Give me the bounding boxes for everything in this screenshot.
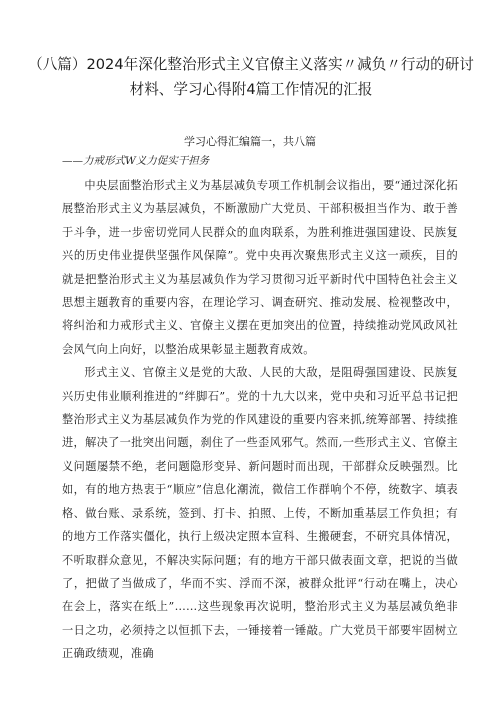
subheading: ——力戒形式W义力促实干担务 bbox=[62, 155, 210, 167]
document-body bbox=[62, 174, 458, 666]
section-heading: 学习心得汇编篇一，共八篇 bbox=[184, 135, 316, 148]
paragraph: 中央层面整治形式主义为基层减负专项工作机制会议指出，要“通过深化拓展整治形式主义为基层减负，不断激励广大党员、干部积极担当作为、敢于善于斗争，进一步密切党同人民群众的血肉联系，为胜利推进强国建设、民族复兴的历史伟业提供坚强作风保障”。党中央再次聚焦形式主义这一顽疾，目的就是把整治形式主义为基层减负作为学习贯彻习近平新时代中国特色社会主义思想主题教育的重要内容，在理论学习、调查研究、推动发展、检视整改中，将纠治和力戒形式主义、官僚主义摆在更加突出的位置，持续推动党风政风社会风气向上向好，以整治成果彰显主题教育成效。 bbox=[62, 179, 459, 356]
paragraph: 形式主义、官僚主义是党的大敌、人民的大敌，是阻碍强国建设、民族复兴历史伟业顺利推进的“绊脚石”。党的十九大以来，党中央和习近平总书记把整治形式主义为基层减负作为党的作风建设的重要内容来抓,统筹部署、持续推进，解决了一批突出问题，刹住了一些歪风邪气。然而,一些形式主义、官僚主义问题屡禁不绝，老问题隐形变异、新问题时而出现，干部群众反映强烈。比如，有的地方热衷于“顺应”信息化潮流，微信工作群响个不停，统数字、填表格、做台账、录系统，签到、打卡、拍照、上传，不断加重基层工作负担；有的地方工作落实僵化，执行上级决定照本宣科、生搬硬套，不研究具体情况，不听取群众意见，不解决实际问题；有的地方干部只做表面文章，把说的当做了，把做了当做成了，华而不实、浮而不深，被群众批评“行动在嘴上，决心在会上，落实在纸上”……这些现象再次说明，整治形式主义为基层减负绝非一日之功，必须持之以恒抓下去，一锤接着一锤敲。广大党员干部要牢固树立正确政绩观，准确 bbox=[62, 366, 458, 661]
document-title: （八篇）2024年深化整治形式主义官僚主义落实〃减负〃行动的研讨材料、学习心得附4篇工作情况的汇报 bbox=[28, 56, 474, 98]
